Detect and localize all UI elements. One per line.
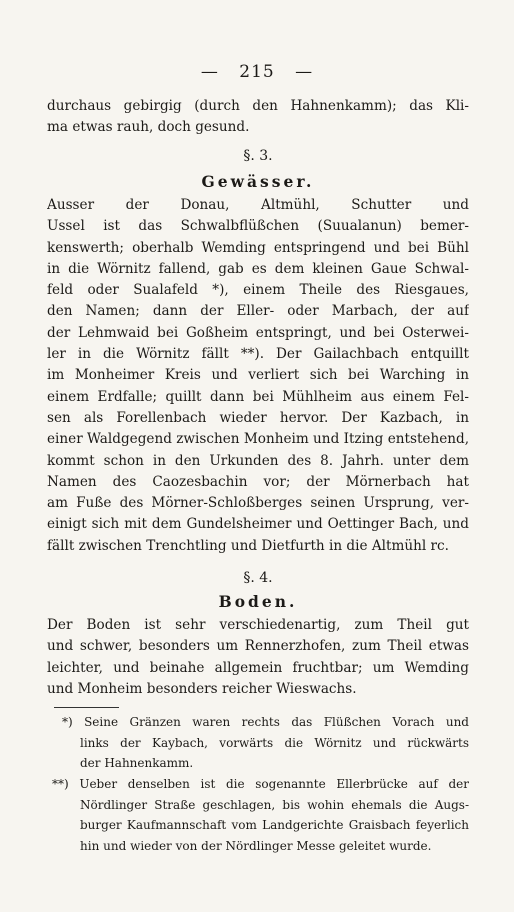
page-header: [0, 62, 514, 82]
section-3-body: [47, 195, 469, 557]
text-line: einer Waldgegend zwischen Monheim und Itzing entstehend,: [47, 431, 469, 448]
text-line: am Fuße des Mörner-Schloßberges seinen Ursprung, ver-: [47, 495, 469, 512]
text-line: Namen des Caozesbachin vor; der Mörnerbach hat: [47, 473, 469, 490]
footnote-line: **) Ueber denselben ist die sogenannte Ellerbrücke auf der: [52, 777, 469, 791]
text-line: Ausser der Donau, Altmühl, Schutter und: [47, 197, 469, 213]
text-line: fällt zwischen Trenchtling und Dietfurth in die Altmühl rc.: [47, 537, 449, 554]
text-line: feld oder Sualafeld *), einem Theile des Riesgaues,: [47, 282, 469, 299]
text-line: den Namen; dann der Eller- oder Marbach, der auf: [47, 303, 469, 320]
text-line: Der Boden ist sehr verschiedenartig, zum Theil gut: [47, 617, 469, 633]
footnote-line: hin und wieder von der Nördlinger Messe geleitet wurde.: [80, 838, 432, 853]
text-line: und Monheim besonders reicher Wieswachs.: [47, 680, 357, 697]
text-line: und schwer, besonders um Rennerzhofen, zum Theil etwas: [47, 638, 469, 655]
text-line: in die Wörnitz fallend, gab es dem kleinen Gaue Schwal-: [47, 260, 469, 277]
footnote-line: *) Seine Gränzen waren rechts das Flüßchen Vorach und: [62, 715, 469, 729]
text-line: Ussel ist das Schwalbflüßchen (Suualanun) bemer-: [47, 218, 469, 235]
text-line: kenswerth; oberhalb Wemding entspringend und bei Bühl: [47, 239, 469, 256]
footnote-1: [62, 712, 469, 774]
section-number: §. 3.: [243, 148, 273, 164]
footnote-line: der Hahnenkamm.: [80, 756, 194, 770]
text-line: durchaus gebirgig (durch den Hahnenkamm); das Kli-: [47, 98, 469, 114]
page-number: 215: [239, 62, 275, 82]
footnote-divider: [54, 707, 119, 708]
text-line: der Lehmwaid bei Goßheim entspringt, und bei Osterwei-: [47, 324, 469, 341]
footnote-2: [52, 774, 469, 856]
footnote-line: burger Kaufmannschaft vom Landgerichte Graisbach feyerlich: [80, 818, 469, 832]
footnote-line: links der Kaybach, vorwärts die Wörnitz und rückwärts: [80, 735, 469, 750]
footnote-line: Nördlinger Straße geschlagen, bis wohin ehemals die Augs-: [80, 797, 469, 812]
section-3-heading: [47, 144, 469, 195]
text-line: ler in die Wörnitz fällt **). Der Gailachbach entquillt: [47, 346, 469, 363]
intro-paragraph: [47, 96, 469, 139]
text-line: im Monheimer Kreis und verliert sich bei Warching in: [47, 367, 469, 384]
header-dash-right: —: [295, 62, 314, 82]
text-line: sen als Forellenbach wieder hervor. Der Kazbach, in: [47, 409, 469, 426]
text-line: einem Erdfalle; quillt dann bei Mühlheim aus einem Fel-: [47, 388, 469, 405]
section-4-body: [47, 615, 469, 700]
section-title: Boden.: [218, 592, 298, 611]
text-line: einigt sich mit dem Gundelsheimer und Oettinger Bach, und: [47, 516, 469, 533]
text-line: leichter, und beinahe allgemein fruchtbar; um Wemding: [47, 659, 469, 676]
text-line: kommt schon in den Urkunden des 8. Jahrh. unter dem: [47, 452, 469, 469]
text-line: ma etwas rauh, doch gesund.: [47, 119, 250, 136]
section-number: §. 4.: [243, 570, 273, 586]
header-dash-left: —: [200, 62, 219, 82]
section-title: Gewässer.: [201, 172, 315, 191]
section-4-heading: [47, 566, 469, 614]
